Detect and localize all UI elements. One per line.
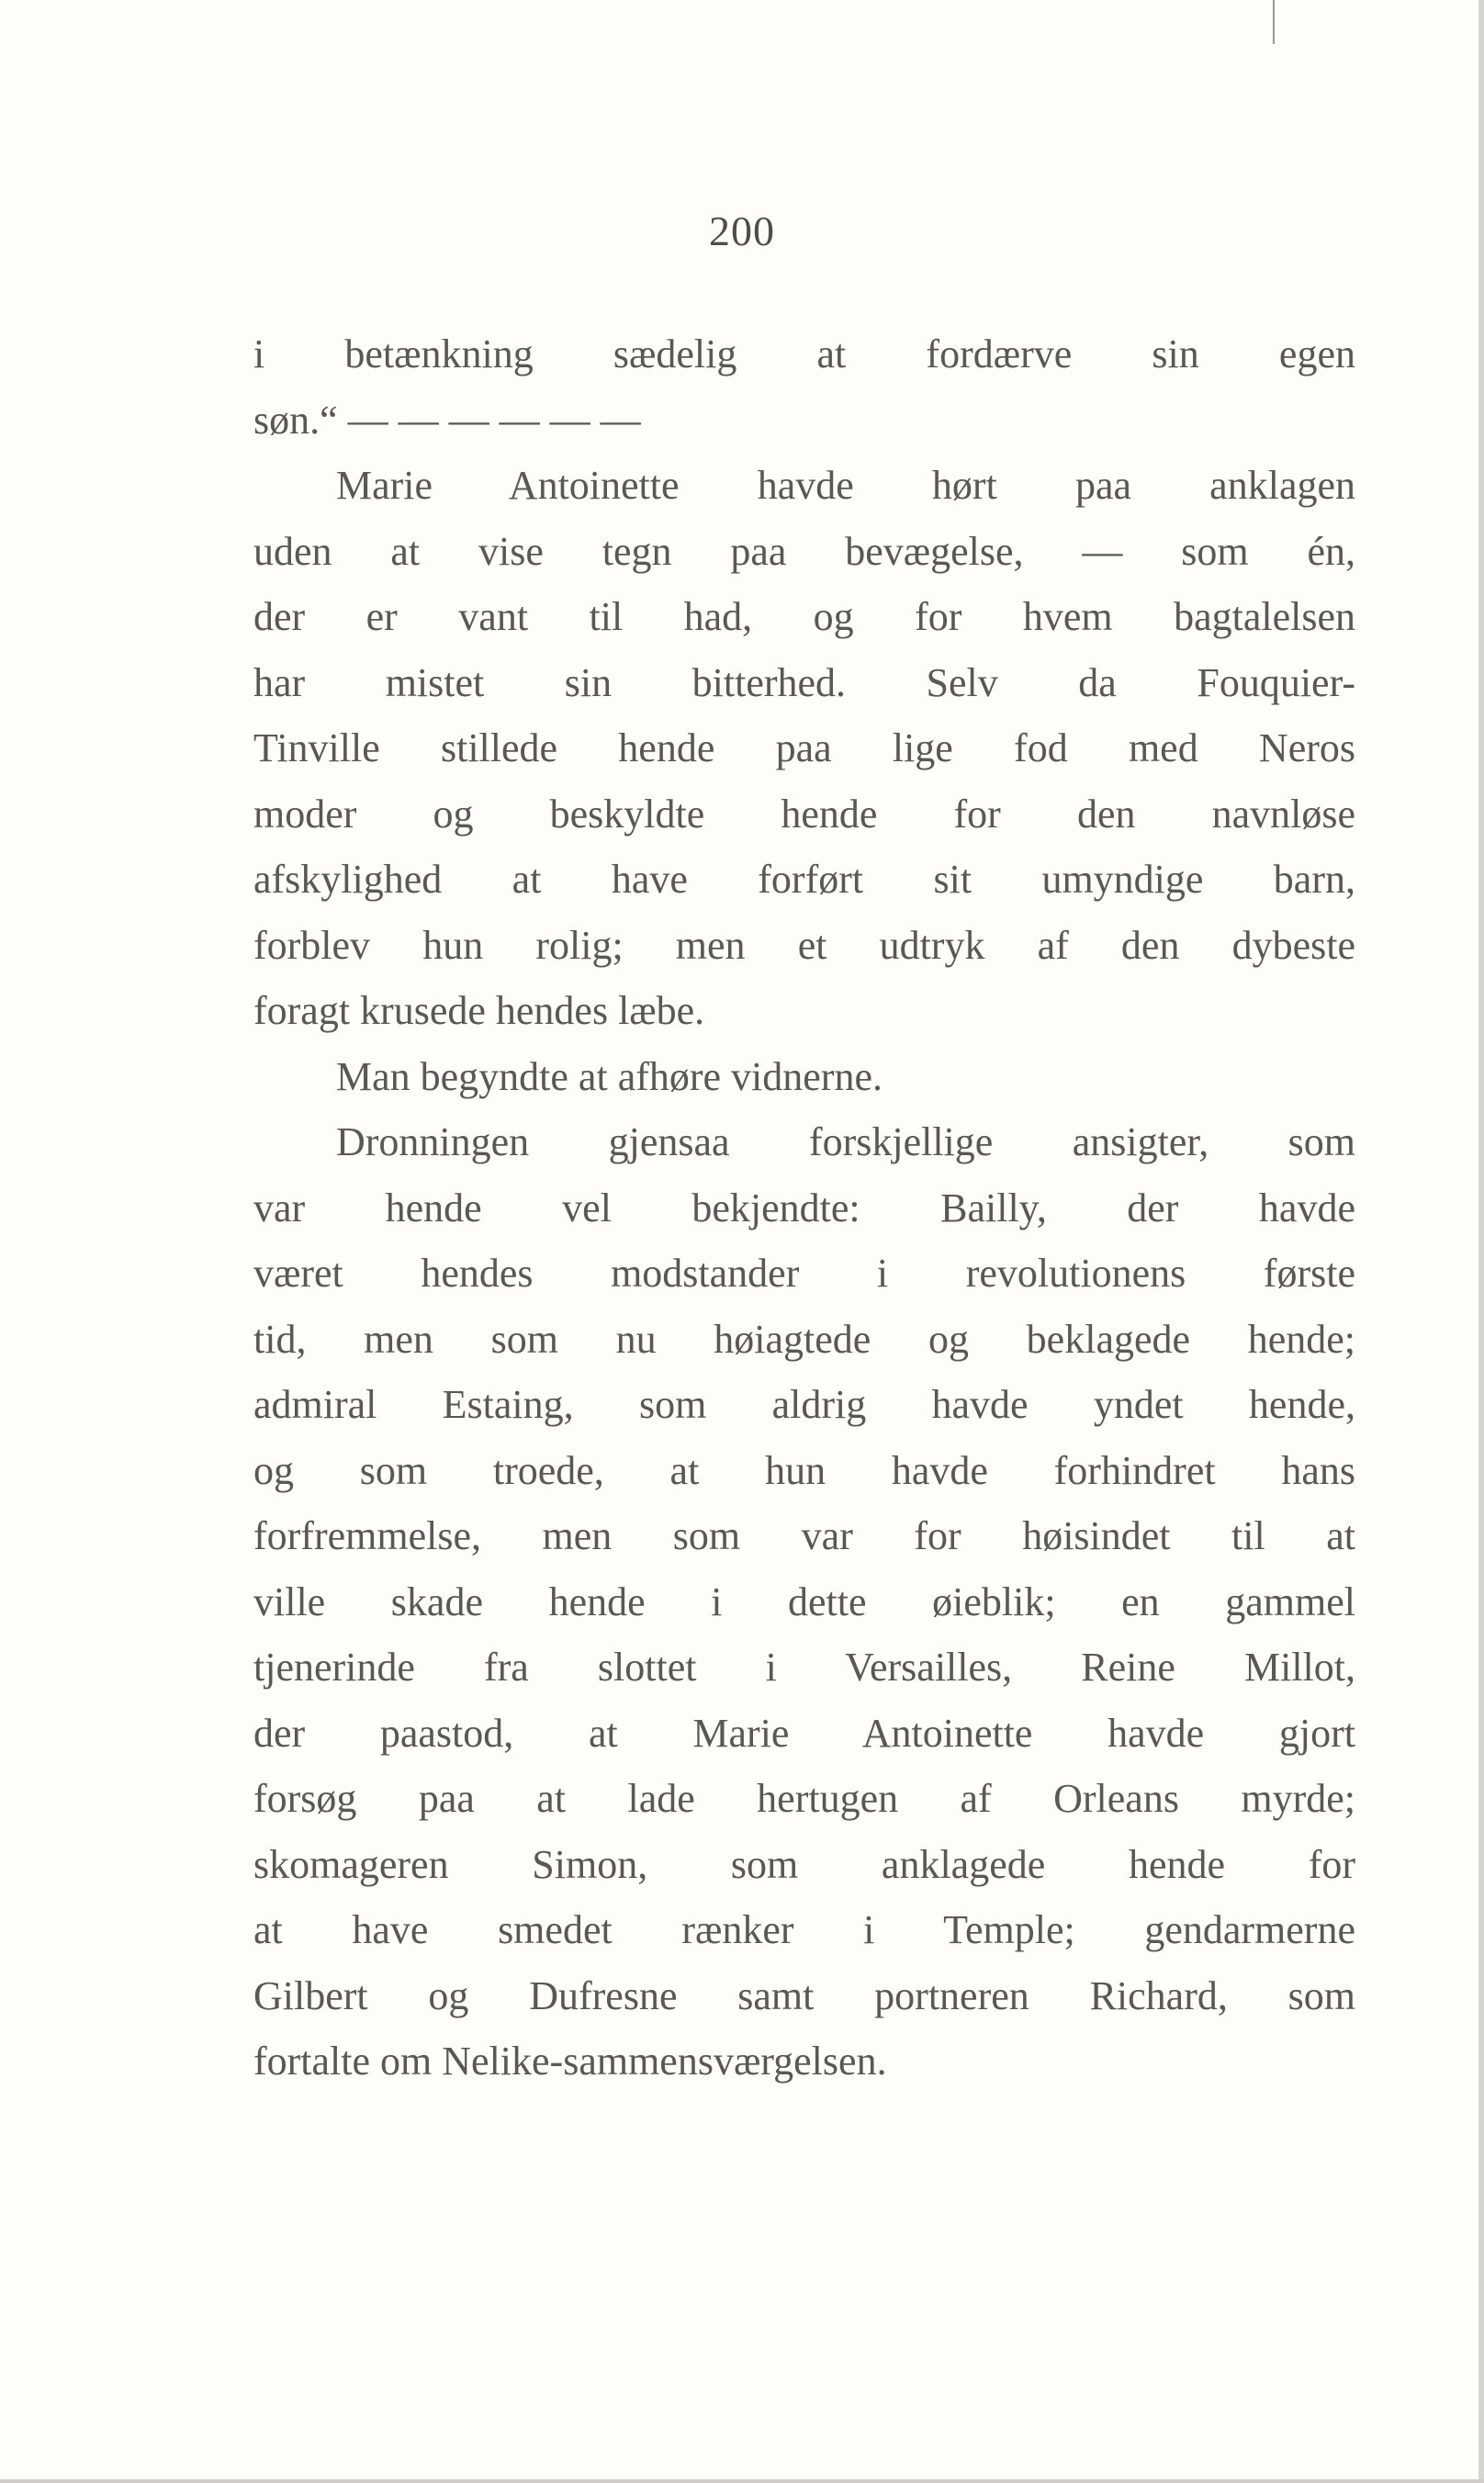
text-line: fortalte om Nelike-sammensværgelsen. <box>253 2039 887 2084</box>
text-line: forsøg paa at lade hertugen af Orleans myrde; <box>253 1776 1355 1821</box>
text-line: Dronningen gjensaa forskjellige ansigter, som <box>336 1119 1355 1164</box>
text-line: var hende vel bekjendte: Bailly, der havde <box>253 1185 1355 1230</box>
text-line: Marie Antoinette havde hørt paa anklagen <box>336 463 1355 508</box>
text-line: uden at vise tegn paa bevægelse, — som én, <box>253 528 1355 574</box>
text-line: skomageren Simon, som anklagede hende for <box>253 1841 1355 1887</box>
text-line: der paastod, at Marie Antoinette havde gjort <box>253 1710 1355 1756</box>
text-line: foragt krusede hendes læbe. <box>253 988 705 1033</box>
text-line: Tinville stillede hende paa lige fod med Neros <box>253 725 1355 770</box>
text-line: og som troede, at hun havde forhindret hans <box>253 1447 1355 1493</box>
text-line: forblev hun rolig; men et udtryk af den dybeste <box>253 922 1355 968</box>
text-line: været hendes modstander i revolutionens første <box>253 1251 1355 1296</box>
page-number: 200 <box>709 208 775 254</box>
text-line: Gilbert og Dufresne samt portneren Richard, som <box>253 1972 1355 2018</box>
text-line: Man begyndte at afhøre vidnerne. <box>336 1053 883 1099</box>
text-line: tjenerinde fra slottet i Versailles, Reine Millot, <box>253 1645 1355 1690</box>
text-line: moder og beskyldte hende for den navnløse <box>253 791 1355 837</box>
page-edge-right <box>1478 0 1484 2483</box>
page-edge-bottom <box>0 2479 1484 2483</box>
text-line: afskylighed at have forført sit umyndige barn, <box>253 857 1355 902</box>
paper-crease <box>1273 0 1275 44</box>
text-line: har mistet sin bitterhed. Selv da Fouquier- <box>253 659 1355 705</box>
text-line: at have smedet rænker i Temple; gendarmerne <box>253 1907 1355 1952</box>
text-line: der er vant til had, og for hvem bagtalelsen <box>253 594 1355 639</box>
body-text <box>253 321 1355 2095</box>
text-line: admiral Estaing, som aldrig havde yndet hende, <box>253 1382 1355 1427</box>
text-line: tid, men som nu høiagtede og beklagede hende; <box>253 1316 1355 1362</box>
text-line: ville skade hende i dette øieblik; en gammel <box>253 1579 1355 1624</box>
text-line: forfremmelse, men som var for høisindet til at <box>253 1513 1355 1558</box>
text-line: søn.“ — — — — — — <box>253 397 641 443</box>
text-line: i betænkning sædelig at fordærve sin egen <box>253 331 1355 376</box>
